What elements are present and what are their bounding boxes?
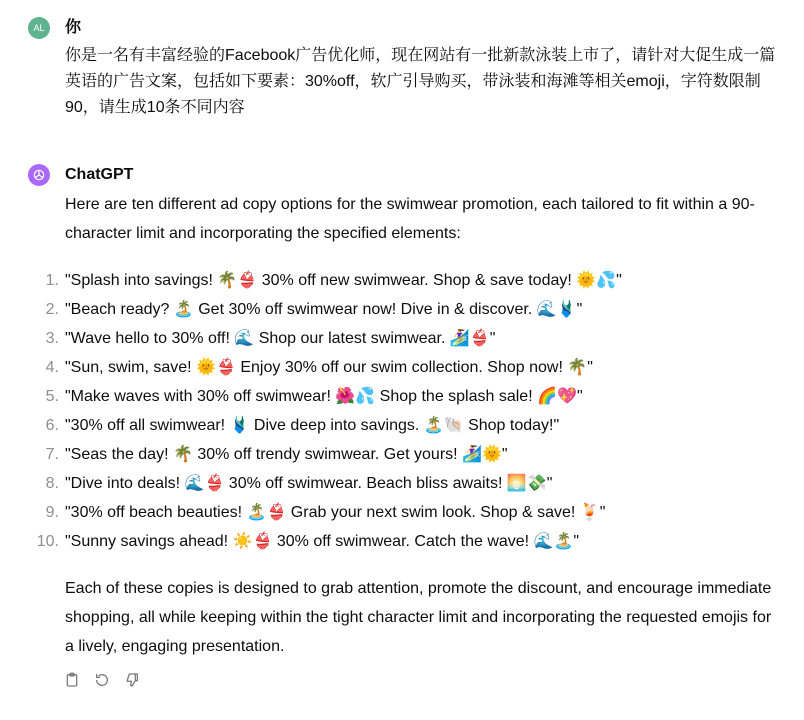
list-number: 2. [45,301,59,318]
list-item [45,266,777,295]
list-item [45,440,777,469]
regenerate-icon[interactable] [93,671,111,689]
list-item-text: "30% off beach beauties! 🏝️👙 Grab your next swim look. Shop & save! 🍹" [65,504,606,521]
chatgpt-logo-icon [28,164,50,186]
list-number: 3. [45,330,59,347]
list-item [45,353,777,382]
list-number: 10. [36,533,59,550]
list-item [36,527,777,556]
list-item [45,295,777,324]
list-item-text: "Dive into deals! 🌊👙 30% off swimwear. Beach bliss awaits! 🌅💸" [65,475,553,492]
list-item [45,324,777,353]
list-item [45,498,777,527]
list-number: 9. [45,504,59,521]
list-item-text: "Sun, swim, save! 🌞👙 Enjoy 30% off our swim collection. Shop now! 🌴" [65,359,593,376]
list-item-text: "30% off all swimwear! 🩱 Dive deep into savings. 🏝️🐚 Shop today!" [65,417,560,434]
assistant-outro: Each of these copies is designed to grab attention, promote the discount, and encourage immediate shopping, all while keeping within the tight character limit and incorporating the requested emojis for a lively, engaging presentation. [65,580,772,655]
list-item [45,382,777,411]
assistant-message-body [36,190,777,689]
list-number: 4. [45,359,59,376]
user-avatar: AL [28,17,50,39]
list-item-text: "Seas the day! 🌴 30% off trendy swimwear. Get yours! 🏄‍♀️🌞" [65,446,508,463]
user-message [28,17,788,137]
list-item-text: "Beach ready? 🏝️ Get 30% off swimwear now! Dive in & discover. 🌊🩱" [65,301,583,318]
assistant-intro: Here are ten different ad copy options for the swimwear promotion, each tailored to fit within a 90-character limit and incorporating the specified elements: [65,196,755,242]
list-item [45,469,777,498]
list-number: 7. [45,446,59,463]
ad-copy-list [36,266,777,556]
user-message-text: 你是一名有丰富经验的Facebook广告优化师，现在网站有一批新款泳装上市了，请针对大促生成一篇英语的广告文案，包括如下要素：30%off，软广引导购买，带泳装和海滩等相关emoji，字符数限制90，请生成10条不同内容 [65,47,776,116]
list-number: 1. [45,272,59,289]
list-number: 6. [45,417,59,434]
list-item-text: "Make waves with 30% off swimwear! 🌺💦 Shop the splash sale! 🌈💖" [65,388,583,405]
list-item-text: "Wave hello to 30% off! 🌊 Shop our latest swimwear. 🏄‍♀️👙" [65,330,496,347]
copy-icon[interactable] [63,671,81,689]
list-number: 8. [45,475,59,492]
message-actions [63,671,777,689]
list-item [45,411,777,440]
list-item-text: "Sunny savings ahead! ☀️👙 30% off swimwear. Catch the wave! 🌊🏝️" [65,533,580,550]
list-number: 5. [45,388,59,405]
list-item-text: "Splash into savings! 🌴👙 30% off new swimwear. Shop & save today! 🌞💦" [65,272,622,289]
assistant-author: ChatGPT [65,166,134,183]
user-author: 你 [65,19,82,36]
thumbs-down-icon[interactable] [123,671,141,689]
